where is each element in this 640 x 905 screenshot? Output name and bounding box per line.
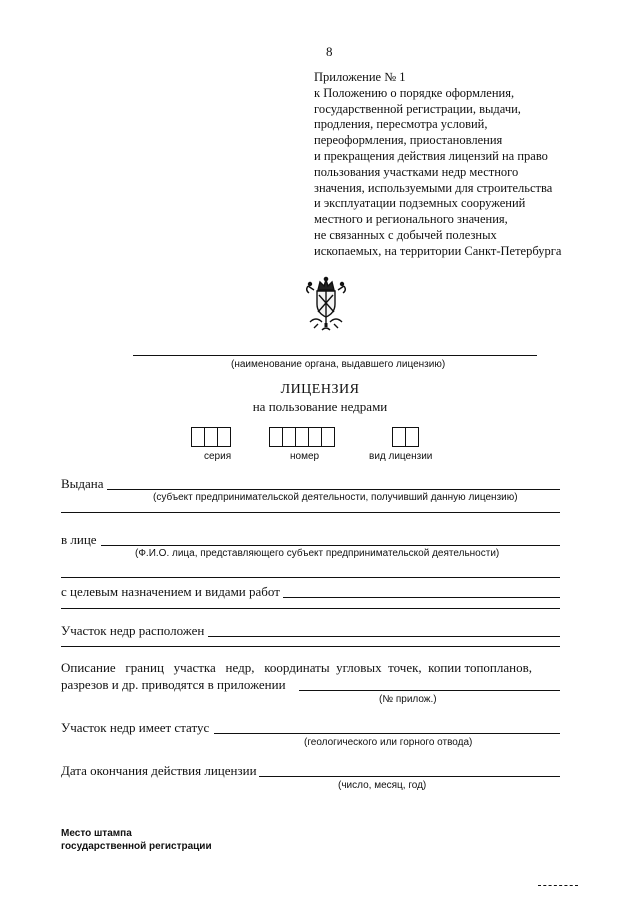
purpose-label: с целевым назначением и видами работ bbox=[61, 584, 280, 599]
appendix-line: и прекращения действия лицензий на право bbox=[314, 148, 548, 163]
person-caption: (Ф.И.О. лица, представляющего субъект предпринимательской деятельности) bbox=[135, 548, 500, 559]
series-cell[interactable] bbox=[204, 427, 218, 447]
expiry-field[interactable] bbox=[259, 776, 560, 777]
appendix-line: к Положению о порядке оформления, bbox=[314, 85, 515, 100]
person-field-line2[interactable] bbox=[61, 577, 560, 578]
number-cell[interactable] bbox=[321, 427, 335, 447]
license-type-boxes[interactable] bbox=[392, 427, 419, 447]
appendix-line: значения, используемыми для строительства bbox=[314, 180, 553, 195]
license-type-label: вид лицензии bbox=[369, 451, 433, 462]
location-field[interactable] bbox=[208, 636, 560, 637]
number-label: номер bbox=[290, 451, 320, 462]
status-label: Участок недр имеет статус bbox=[61, 720, 210, 735]
expiry-caption: (число, месяц, год) bbox=[338, 780, 427, 791]
number-boxes[interactable] bbox=[269, 427, 335, 447]
page-number: 8 bbox=[326, 44, 333, 59]
location-label: Участок недр расположен bbox=[61, 623, 205, 638]
license-title: ЛИЦЕНЗИЯ bbox=[280, 382, 360, 397]
scan-mark bbox=[538, 885, 578, 886]
appendix-line: переоформления, приостановления bbox=[314, 133, 503, 148]
stamp-line1: Место штампа bbox=[61, 828, 132, 839]
number-cell[interactable] bbox=[308, 427, 322, 447]
series-cell[interactable] bbox=[217, 427, 231, 447]
issued-field-line2[interactable] bbox=[61, 512, 560, 513]
appendix-line: Приложение № 1 bbox=[314, 70, 406, 84]
appendix-line: местного и регионального значения, bbox=[314, 212, 508, 227]
license-subtitle: на пользование недрами bbox=[252, 399, 388, 414]
series-boxes[interactable] bbox=[191, 427, 231, 447]
status-caption: (геологического или горного отвода) bbox=[304, 737, 473, 748]
coat-of-arms-icon bbox=[300, 276, 352, 334]
purpose-field-line2[interactable] bbox=[61, 608, 560, 609]
appendix-block bbox=[314, 70, 614, 260]
number-cell[interactable] bbox=[282, 427, 296, 447]
status-field[interactable] bbox=[214, 733, 560, 734]
appendix-line: пользования участками недр местного bbox=[314, 164, 519, 179]
issued-label: Выдана bbox=[61, 476, 104, 491]
issued-caption: (субъект предпринимательской деятельности, получивший данную лицензию) bbox=[153, 492, 518, 503]
series-cell[interactable] bbox=[191, 427, 205, 447]
authority-line bbox=[133, 355, 537, 356]
number-cell[interactable] bbox=[295, 427, 309, 447]
description-caption: (№ прилож.) bbox=[379, 694, 437, 705]
series-label: серия bbox=[204, 451, 232, 462]
person-field[interactable] bbox=[101, 545, 560, 546]
appendix-line: государственной регистрации, выдачи, bbox=[314, 101, 521, 116]
license-type-cell[interactable] bbox=[405, 427, 419, 447]
person-label: в лице bbox=[61, 532, 97, 547]
expiry-label: Дата окончания действия лицензии bbox=[61, 763, 257, 778]
appendix-number-field[interactable] bbox=[299, 690, 560, 691]
description-line2: разрезов и др. приводятся в приложении bbox=[61, 677, 286, 692]
authority-caption: (наименование органа, выдавшего лицензию) bbox=[231, 359, 446, 370]
stamp-line2: государственной регистрации bbox=[61, 841, 212, 852]
issued-field[interactable] bbox=[107, 489, 560, 490]
purpose-field[interactable] bbox=[283, 597, 560, 598]
description-line1: Описание границ участка недр, координаты угловых точек, копии топопланов, bbox=[61, 660, 532, 675]
appendix-line: ископаемых, на территории Санкт-Петербурга bbox=[314, 243, 562, 258]
appendix-line: не связанных с добычей полезных bbox=[314, 227, 497, 242]
location-field-line2[interactable] bbox=[61, 646, 560, 647]
appendix-line: продления, пересмотра условий, bbox=[314, 117, 488, 132]
appendix-line: и эксплуатации подземных сооружений bbox=[314, 196, 526, 211]
license-type-cell[interactable] bbox=[392, 427, 406, 447]
number-cell[interactable] bbox=[269, 427, 283, 447]
